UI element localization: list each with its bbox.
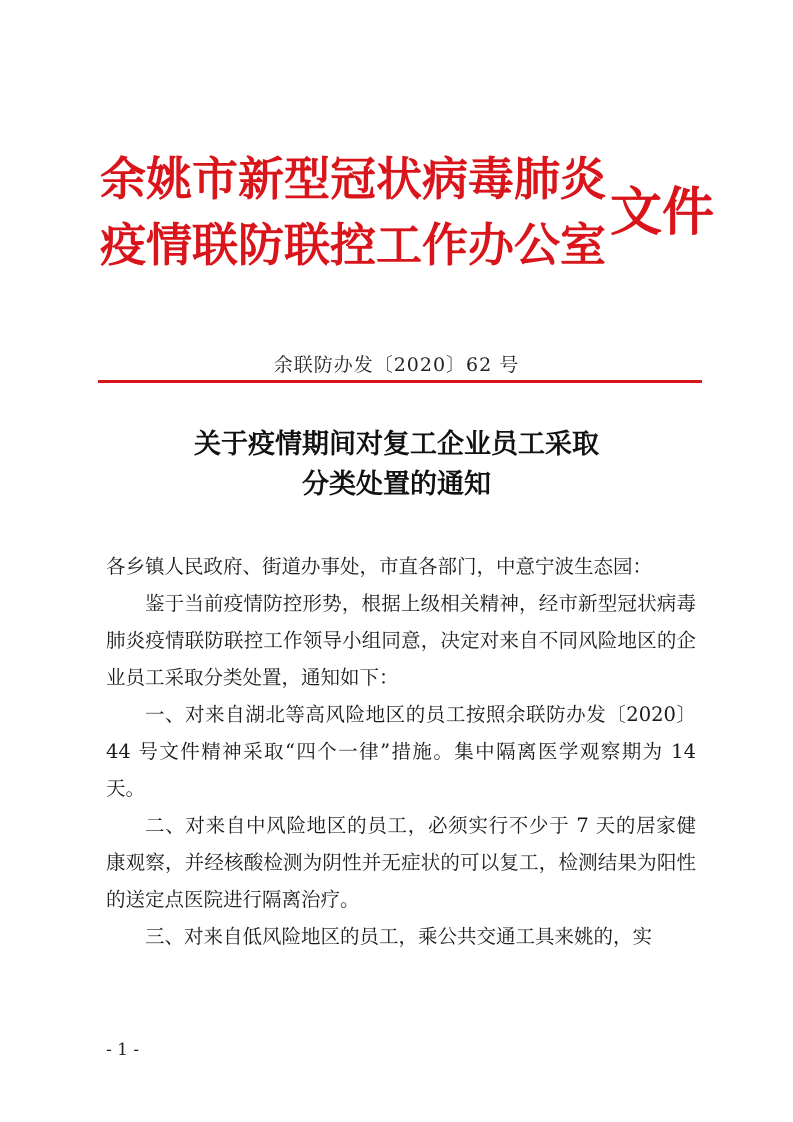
document-title — [0, 425, 793, 505]
header-org-line-2: 疫情联防联控工作办公室 — [100, 218, 606, 272]
header-document-suffix: 文件 — [610, 182, 715, 243]
title-line-1: 关于疫情期间对复工企业员工采取 — [194, 429, 599, 460]
document-number: 余联防办发〔2020〕62 号 — [273, 354, 520, 376]
body-paragraph-2: 二、对来自中风险地区的员工，必须实行不少于 7 天的居家健康观察，并经核酸检测为阴性并无症状的可以复工，检测结果为阳性的送定点医院进行隔离治疗。 — [106, 814, 696, 911]
document-body — [106, 548, 696, 955]
body-paragraph-3: 三、对来自低风险地区的员工，乘公共交通工具来姚的，实 — [145, 925, 653, 948]
page-number: - 1 - — [106, 1040, 140, 1060]
red-divider-line — [98, 380, 702, 383]
body-paragraph-intro: 鉴于当前疫情防控形势，根据上级相关精神，经市新型冠状病毒肺炎疫情联防联控工作领导小组同意，决定对来自不同风险地区的企业员工采取分类处置，通知如下： — [106, 592, 696, 689]
header-org-line-1: 余姚市新型冠状病毒肺炎 — [100, 152, 606, 206]
body-paragraph-1: 一、对来自湖北等高风险地区的员工按照余联防办发〔2020〕44 号文件精神采取“四个一律”措施。集中隔离医学观察期为 14 天。 — [106, 703, 696, 800]
issuing-authority-header — [100, 146, 606, 278]
title-line-2: 分类处置的通知 — [302, 469, 491, 500]
salutation: 各乡镇人民政府、街道办事处，市直各部门，中意宁波生态园： — [106, 555, 653, 578]
